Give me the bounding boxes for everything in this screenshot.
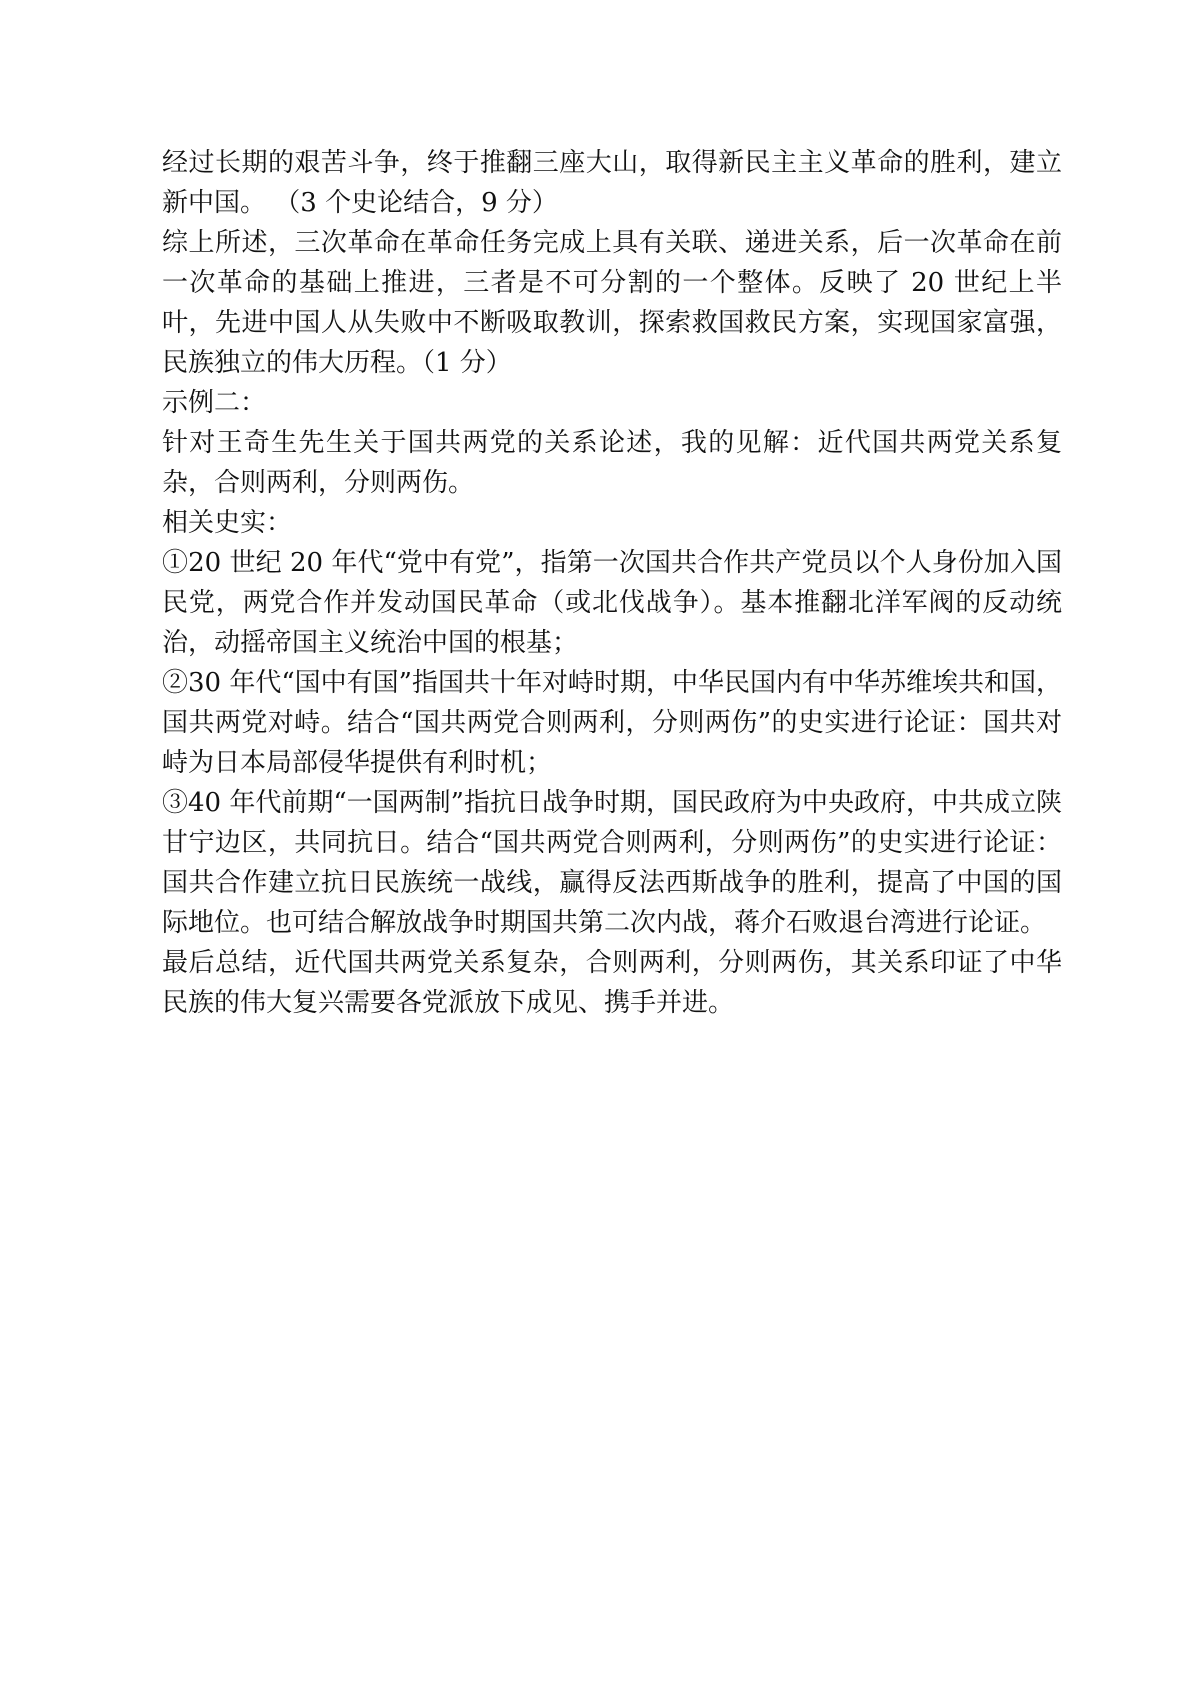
fact-item-1: ①20 世纪 20 年代“党中有党”，指第一次国共合作共产党员以个人身份加入国民党，两党合作并发动国民革命（或北伐战争）。基本推翻北洋军阀的反动统治，动摇帝国主义统治中国的根基； — [162, 548, 1062, 658]
fact-item-2: ②30 年代“国中有国”指国共十年对峙时期，中华民国内有中华苏维埃共和国，国共两党对峙。结合“国共两党合则两利，分则两伤”的史实进行论证：国共对峙为日本局部侵华提供有利时机； — [162, 668, 1062, 778]
paragraph-conclusion-of-example-one: 经过长期的艰苦斗争，终于推翻三座大山，取得新民主主义革命的胜利，建立新中国。 （3 个史论结合，9 分） — [162, 148, 1062, 218]
paragraph-summary: 综上所述，三次革命在革命任务完成上具有关联、递进关系，后一次革命在前一次革命的基础上推进，三者是不可分割的一个整体。反映了 20 世纪上半叶，先进中国人从失败中不断吸取教训，探索救国救民方案，实现国家富强，民族独立的伟大历程。（1 分） — [162, 228, 1062, 378]
paragraph-viewpoint: 针对王奇生先生关于国共两党的关系论述，我的见解：近代国共两党关系复杂，合则两利，分则两伤。 — [162, 428, 1062, 498]
example-two-heading: 示例二： — [162, 388, 267, 418]
related-facts-heading: 相关史实： — [162, 508, 293, 538]
paragraph-final-summary: 最后总结，近代国共两党关系复杂，合则两利，分则两伤，其关系印证了中华民族的伟大复兴需要各党派放下成见、携手并进。 — [162, 948, 1062, 1018]
fact-item-3: ③40 年代前期“一国两制”指抗日战争时期，国民政府为中央政府，中共成立陕甘宁边区，共同抗日。结合“国共两党合则两利，分则两伤”的史实进行论证：国共合作建立抗日民族统一战线，赢得反法西斯战争的胜利，提高了中国的国际地位。也可结合解放战争时期国共第二次内战，蒋介石败退台湾进行论证。 — [162, 788, 1062, 938]
document-body — [162, 143, 1062, 1023]
